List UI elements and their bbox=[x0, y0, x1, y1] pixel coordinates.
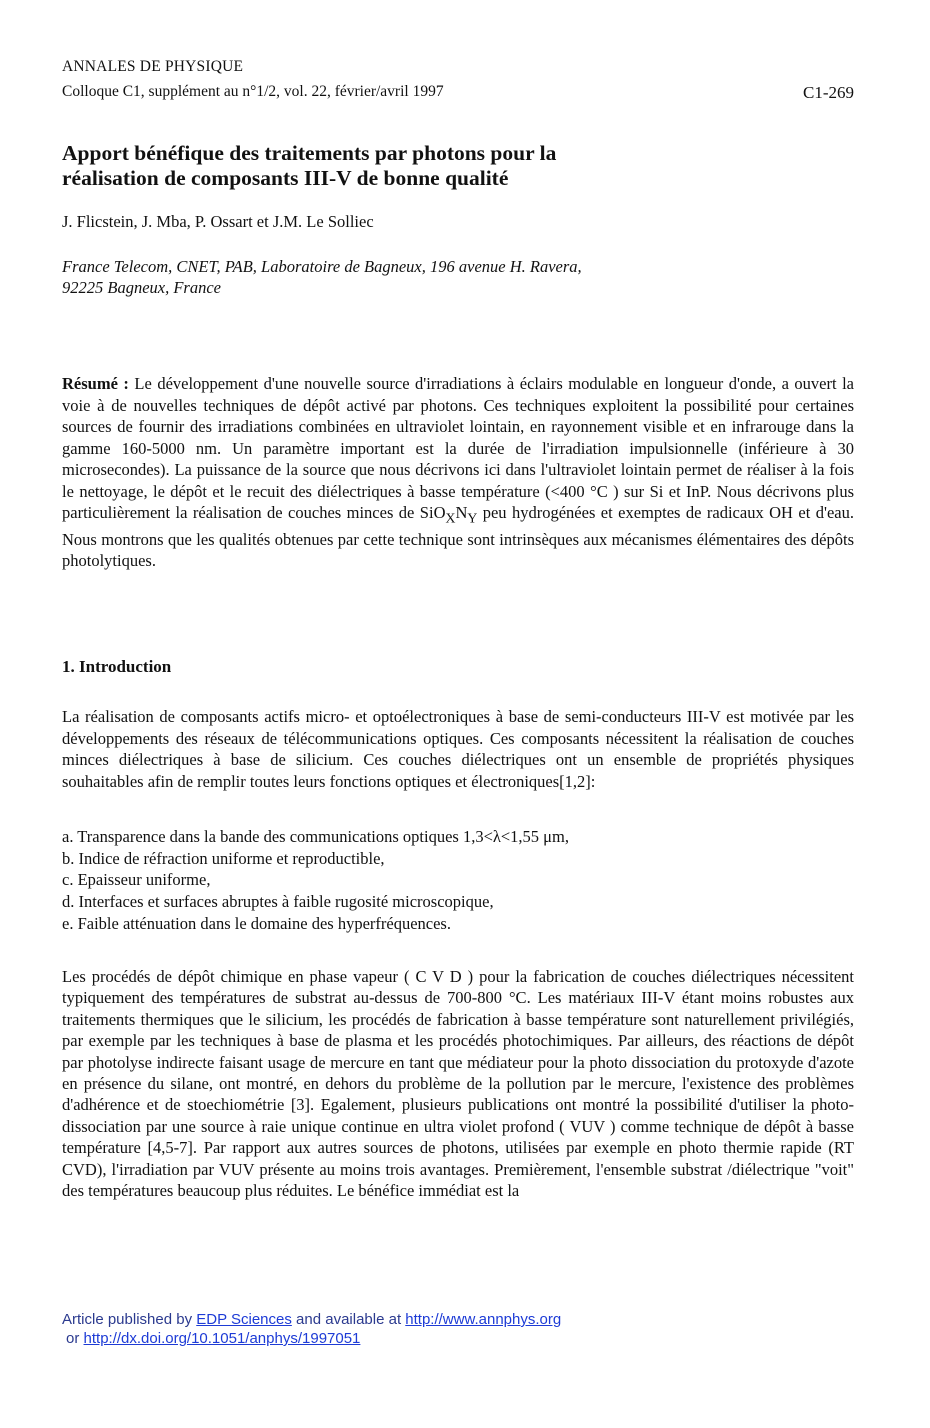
abstract-sub-y: Y bbox=[467, 510, 478, 526]
abstract-text-n: N bbox=[455, 503, 468, 522]
journal-name: ANNALES DE PHYSIQUE bbox=[62, 58, 244, 75]
affiliation-line-1: France Telecom, CNET, PAB, Laboratoire de Bagneux, 196 avenue H. Ravera, bbox=[62, 257, 582, 276]
footer-line-2 bbox=[62, 1329, 561, 1348]
requirements-list bbox=[62, 826, 854, 935]
paper-title bbox=[62, 141, 762, 191]
paragraph-1: La réalisation de composants actifs micro- et optoélectroniques à base de semi-conducteurs III-V est motivée par les développements des réseaux de télécommunications optiques. Ces composants nécessitent la réalisation de couches minces diélectriques à base de silicium. Ces couches diélectriques ont un ensemble de propriétés physiques souhaitables afin de remplir toutes leurs fonctions optiques et électroniques[1,2]: bbox=[62, 707, 854, 791]
journal-issue: Colloque C1, supplément au n°1/2, vol. 22, février/avril 1997 bbox=[62, 83, 444, 100]
authors: J. Flicstein, J. Mba, P. Ossart et J.M. Le Solliec bbox=[62, 212, 374, 231]
abstract-text-1: Le développement d'une nouvelle source d'irradiations à éclairs modulable en longueur d'onde, a ouvert la voie à de nouvelles techniques de dépôt activé par photons. Ces techniques exploitent la possibilité pour certaines sources de fournir des irradiations combinées en ultraviolet lointain, en rayonnement visible et en infrarouge dans la gamme 160-5000 nm. Un paramètre important est la durée de l'irradiation impulsionnelle (inférieure à 30 microsecondes). La puissance de la source que nous décrivons ici dans l'ultraviolet lointain permet de réaliser à la fois le nettoyage, le dépôt et le recuit des diélectriques à basse température (<400 °C ) sur Si et InP. Nous décrivons plus particulièrement la réalisation de couches minces de SiO bbox=[62, 374, 854, 522]
affiliation-line-2: 92225 Bagneux, France bbox=[62, 278, 221, 297]
list-item: a. Transparence dans la bande des communications optiques 1,3<λ<1,55 μm, bbox=[62, 827, 569, 846]
list-item: d. Interfaces et surfaces abruptes à faible rugosité microscopique, bbox=[62, 892, 494, 912]
publication-footer bbox=[62, 1310, 561, 1348]
title-line-1: Apport bénéfique des traitements par photons pour la bbox=[62, 141, 557, 165]
footer-middle: and available at bbox=[291, 1311, 406, 1328]
list-item: e. Faible atténuation dans le domaine des hyperfréquences. bbox=[62, 913, 451, 933]
abstract bbox=[62, 373, 854, 572]
site-link[interactable]: http://www.annphys.org bbox=[405, 1311, 562, 1328]
doi-link[interactable]: http://dx.doi.org/10.1051/anphys/1997051 bbox=[83, 1330, 361, 1347]
list-item: b. Indice de réfraction uniforme et reproductible, bbox=[62, 848, 385, 868]
section-heading: 1. Introduction bbox=[62, 657, 172, 676]
affiliation bbox=[62, 256, 582, 298]
abstract-label: Résumé : bbox=[62, 374, 129, 393]
footer-prefix: Article published by bbox=[62, 1311, 197, 1328]
abstract-text-2: peu hydrogénées et exemptes de radicaux OH et d'eau. Nous montrons que les qualités obtenues par cette technique sont intrinsèques aux mécanismes élémentaires des dépôts photolytiques. bbox=[62, 503, 854, 571]
abstract-sub-x: X bbox=[445, 510, 456, 526]
list-item: c. Epaisseur uniforme, bbox=[62, 870, 211, 890]
page-number: C1-269 bbox=[803, 83, 854, 102]
paragraph-2: Les procédés de dépôt chimique en phase vapeur ( C V D ) pour la fabrication de couches diélectriques nécessitent typiquement des températures de substrat au-dessus de 700-800 °C. Les matériaux III-V étant moins robustes aux traitements thermiques que le silicium, les procédés de fabrication à basse température sont naturellement privilégiés, par exemple par les techniques à base de plasma et les procédés photochimiques. Par ailleurs, des réactions de dépôt par photolyse indirecte faisant usage de mercure en tant que médiateur pour la photo dissociation du protoxyde d'azote en présence du silane, ont montré, en dehors du problème de la pollution par le mercure, l'existence des problèmes d'adhérence et de stoechiométrie [3]. Egalement, plusieurs publications ont montré la possibilité d'utiliser la photo-dissociation par une source à raie unique continue en ultra violet profond ( VUV ) comme technique de dépôt à basse température [4,5-7]. Par rapport aux autres sources de photons, utilisées par exemple en photo thermie rapide (RT CVD), l'irradiation par VUV présente au moins trois avantages. Premièrement, l'ensemble substrat /diélectrique "voit" des températures beaucoup plus réduites. Le bénéfice immédiat est la bbox=[62, 967, 854, 1201]
publisher-link[interactable]: EDP Sciences bbox=[196, 1311, 292, 1328]
title-line-2: réalisation de composants III-V de bonne qualité bbox=[62, 166, 509, 190]
footer-line-1 bbox=[62, 1310, 561, 1329]
footer-or: or bbox=[66, 1330, 84, 1347]
